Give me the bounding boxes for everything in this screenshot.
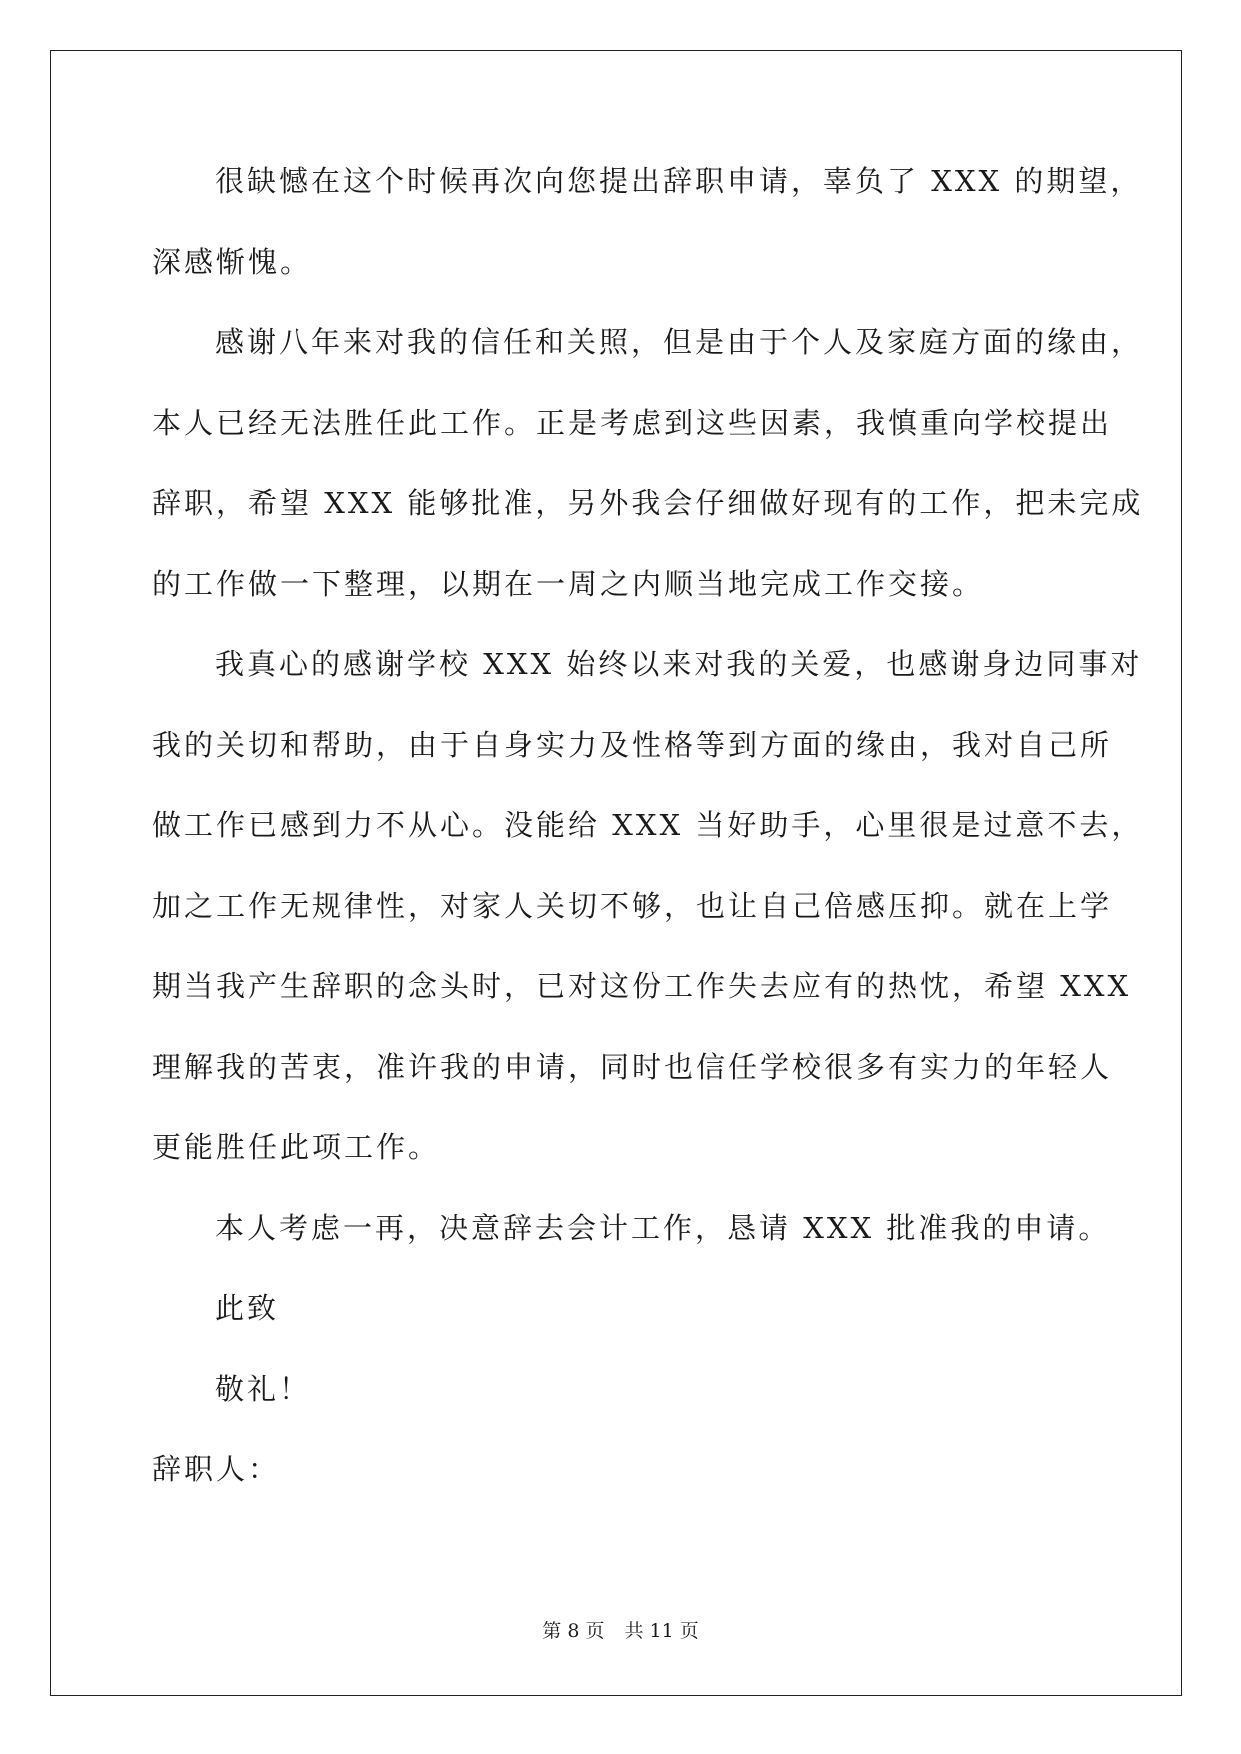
closing-line: 此致	[215, 1291, 280, 1325]
page-number: 第 8 页	[542, 1620, 605, 1642]
page-total: 共 11 页	[624, 1620, 699, 1642]
text-line: 感谢八年来对我的信任和关照，但是由于个人及家庭方面的缘由，	[215, 325, 1144, 359]
text-line: 更能胜任此项工作。	[152, 1130, 441, 1164]
text-line: 期当我产生辞职的念头时，已对这份工作失去应有的热忱，希望 XXX	[152, 969, 1132, 1003]
text-line: 加之工作无规律性，对家人关切不够，也让自己倍感压抑。就在上学	[152, 888, 1113, 923]
text-line: 很缺憾在这个时候再次向您提出辞职申请，辜负了 XXX 的期望，	[215, 164, 1143, 198]
text-line: 做工作已感到力不从心。没能给 XXX 当好助手，心里很是过意不去，	[152, 808, 1144, 842]
text-line: 深感惭愧。	[152, 244, 313, 279]
text-line: 的工作做一下整理，以期在一周之内顺当地完成工作交接。	[152, 566, 985, 601]
text-line: 辞职，希望 XXX 能够批准，另外我会仔细做好现有的工作，把未完成	[152, 486, 1144, 520]
text-line: 本人已经无法胜任此工作。正是考虑到这些因素，我慎重向学校提出	[152, 405, 1113, 440]
text-line: 理解我的苦衷，准许我的申请，同时也信任学校很多有实力的年轻人	[152, 1049, 1113, 1084]
text-line: 本人考虑一再，决意辞去会计工作，恳请 XXX 批准我的申请。	[215, 1210, 1111, 1245]
text-line: 我真心的感谢学校 XXX 始终以来对我的关爱，也感谢身边同事对	[215, 647, 1143, 681]
page-footer	[0, 1616, 1241, 1643]
letter-body	[152, 159, 1144, 1528]
text-line: 我的关切和帮助，由于自身实力及性格等到方面的缘由，我对自己所	[152, 727, 1113, 762]
signature-label: 辞职人：	[152, 1452, 281, 1486]
salutation-line: 敬礼！	[215, 1371, 312, 1406]
